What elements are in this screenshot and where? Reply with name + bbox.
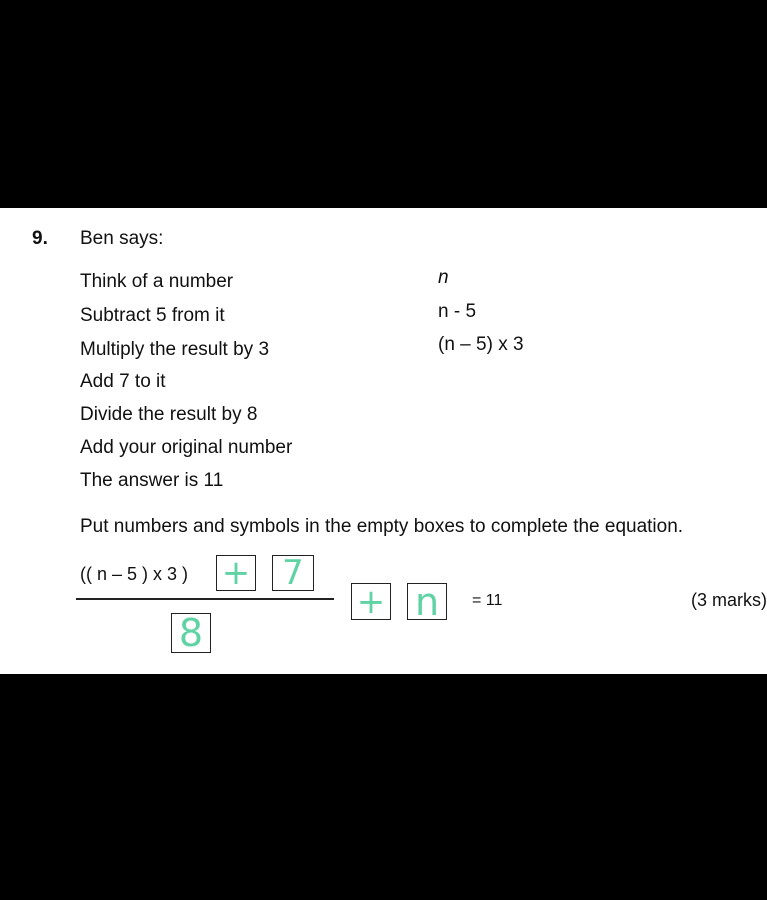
step-expression: n - 5 <box>438 301 477 322</box>
question-number: 9. <box>32 228 48 249</box>
instruction-text: Put numbers and symbols in the empty boxes to complete the equation. <box>80 516 684 537</box>
handwritten-answer: n <box>414 579 440 624</box>
step-text: Subtract 5 from it <box>80 305 225 326</box>
answer-box-2[interactable] <box>272 555 314 591</box>
fraction-bar <box>76 598 334 600</box>
handwritten-answer: 7 <box>282 553 304 593</box>
numerator-expression: (( n – 5 ) x 3 ) <box>80 564 189 584</box>
answer-box-5[interactable] <box>407 579 447 624</box>
answer-box-3[interactable] <box>171 613 211 653</box>
step-text: The answer is 11 <box>80 470 224 491</box>
answer-box-4[interactable] <box>351 583 391 620</box>
answer-box-1[interactable] <box>216 555 256 591</box>
handwritten-answer: + <box>356 581 386 622</box>
step-expression: (n – 5) x 3 <box>438 334 524 355</box>
step-expression: n <box>438 267 449 288</box>
step-text: Add 7 to it <box>80 371 166 392</box>
question-intro: Ben says: <box>80 228 164 249</box>
exam-question-sheet <box>0 208 767 674</box>
marks-label: (3 marks) <box>691 590 767 610</box>
equals-result: = 11 <box>472 592 503 609</box>
step-text: Think of a number <box>80 271 234 292</box>
step-text: Add your original number <box>80 437 293 458</box>
handwritten-answer: 8 <box>178 611 204 655</box>
handwritten-answer: + <box>221 553 251 593</box>
step-text: Divide the result by 8 <box>80 404 258 425</box>
step-text: Multiply the result by 3 <box>80 339 270 360</box>
